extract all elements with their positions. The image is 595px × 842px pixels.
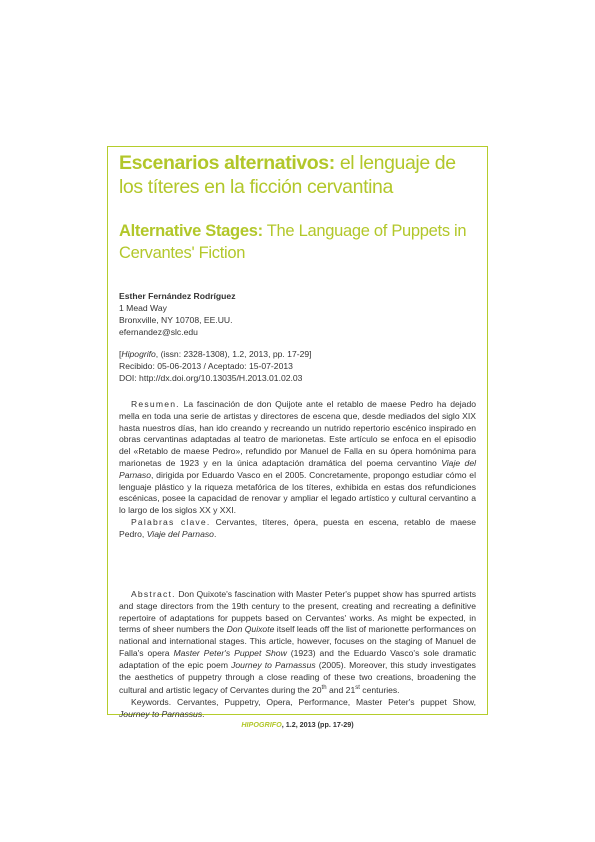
- abstract-paragraph: [119, 589, 476, 697]
- palabras-clave-text: Cervantes, títeres, ópera, puesta en escena, retablo de maese Pedro,: [119, 516, 476, 539]
- footer-journal: HIPOGRIFO: [241, 720, 282, 729]
- author-address-line-1: 1 Mead Way: [119, 303, 167, 313]
- received-dates: Recibido: 05-06-2013 / Aceptado: 15-07-2013: [119, 361, 293, 371]
- palabras-clave-label: Palabras clave.: [131, 516, 211, 527]
- palabras-clave-paragraph: [119, 517, 476, 541]
- abstract-label: Abstract.: [131, 589, 176, 599]
- keywords-end: .: [202, 708, 205, 719]
- abstract-italic-3: Journey to Parnassus: [231, 659, 316, 670]
- abstract-text-b: itself leads off the list of marionette performances on national and international stages. This article, however, focuses on the staging of Manuel de Falla's opera: [119, 624, 476, 658]
- title-spanish: [119, 151, 479, 199]
- superscript-th: th: [321, 685, 327, 692]
- abstract-italic-2: Master Peter's Puppet Show: [173, 647, 287, 658]
- citation: [Hipogrifo, (issn: 2328-1308), 1.2, 2013, pp. 17-29]: [119, 349, 312, 359]
- resumen-text-b: , dirigida por Eduardo Vasco en el 2005. Concretamente, propongo estudiar cómo el lenguaje plástico y la riqueza metafórica de los títeres, exhibida en estas dos refundiciones escénicas, posee la capacidad de renovar y ampliar el legado artístico y cultural cervantino a lo largo de los siglos XX y XXI.: [119, 469, 476, 516]
- title-english-rest: The Language of Puppets in Cervantes' Fiction: [119, 222, 467, 262]
- keywords-text: Cervantes, Puppetry, Opera, Performance, Master Peter's puppet Show,: [171, 697, 476, 708]
- abstract-spanish: [119, 399, 476, 541]
- citation-journal: Hipogrifo: [121, 349, 156, 359]
- palabras-clave-italic: Viaje del Parnaso: [146, 528, 214, 539]
- author-name: Esther Fernández Rodríguez: [119, 291, 236, 301]
- title-spanish-rest: el lenguaje de los títeres en la ficción cervantina: [119, 152, 456, 198]
- resumen-text-a: La fascinación de don Quijote ante el retablo de maese Pedro ha dejado mella en toda una serie de artistas y directores de escena que, desde mediados del siglo XIX hasta nuestros días, han ido creando y recreando un nutrido repertorio escénico inspirado en obras cervantinas adaptadas al teatro de marionetas. Este artículo se enfoca en el episodio del «Retablo de maese Pedro», refundido por Manuel de Falla en su ópera homónima para marionetas de 1923 y en la única adaptación dramática del poema cervantino: [119, 399, 476, 468]
- author-email[interactable]: efernandez@slc.edu: [119, 327, 198, 337]
- keywords-label: Keywords.: [131, 697, 172, 708]
- abstract-text-f: centuries.: [359, 685, 400, 696]
- author-address-line-2: Bronxville, NY 10708, EE.UU.: [119, 315, 233, 325]
- abstract-italic-1: Don Quixote: [226, 624, 275, 635]
- keywords-paragraph: [119, 697, 476, 721]
- page-footer: [0, 720, 595, 729]
- keywords-italic: Journey to Parnassus: [119, 708, 203, 719]
- abstract-text-d: (2005). Moreover, this study investigates the aesthetics of puppetry through a close reading of these two creations, broadening the cultural and artistic legacy of Cervantes during the 20: [119, 659, 476, 696]
- author-block: [119, 290, 469, 338]
- palabras-clave-end: .: [213, 528, 217, 539]
- title-spanish-bold: Escenarios alternativos:: [119, 152, 335, 174]
- superscript-st: st: [355, 685, 360, 692]
- resumen-paragraph: [119, 399, 476, 517]
- title-english: [119, 221, 479, 264]
- title-english-bold: Alternative Stages:: [119, 222, 263, 240]
- abstract-text-a: Don Quixote's fascination with Master Peter's puppet show has spurred artists and stage directors from the 19th century to the present, creating and recreating a definitive repertoire of adaptations for puppets based on Cervantes' works. As might be expected, in terms of sheer numbers the: [119, 589, 476, 635]
- resumen-label: Resumen.: [131, 399, 180, 409]
- citation-rest: , (issn: 2328-1308), 1.2, 2013, pp. 17-29]: [155, 349, 312, 359]
- footer-volume: , 1.2, 2013 (pp. 17-29): [281, 720, 354, 729]
- doi-link[interactable]: DOI: http://dx.doi.org/10.13035/H.2013.01.02.03: [119, 373, 303, 383]
- abstract-text-c: (1923) and the Eduardo Vasco's sole dramatic adaptation of the epic poem: [119, 647, 476, 670]
- abstract-text-e: and 21: [326, 685, 356, 696]
- resumen-italic: Viaje del Parnaso: [119, 457, 477, 480]
- abstract-english: [119, 589, 476, 721]
- reference-block: [119, 348, 469, 384]
